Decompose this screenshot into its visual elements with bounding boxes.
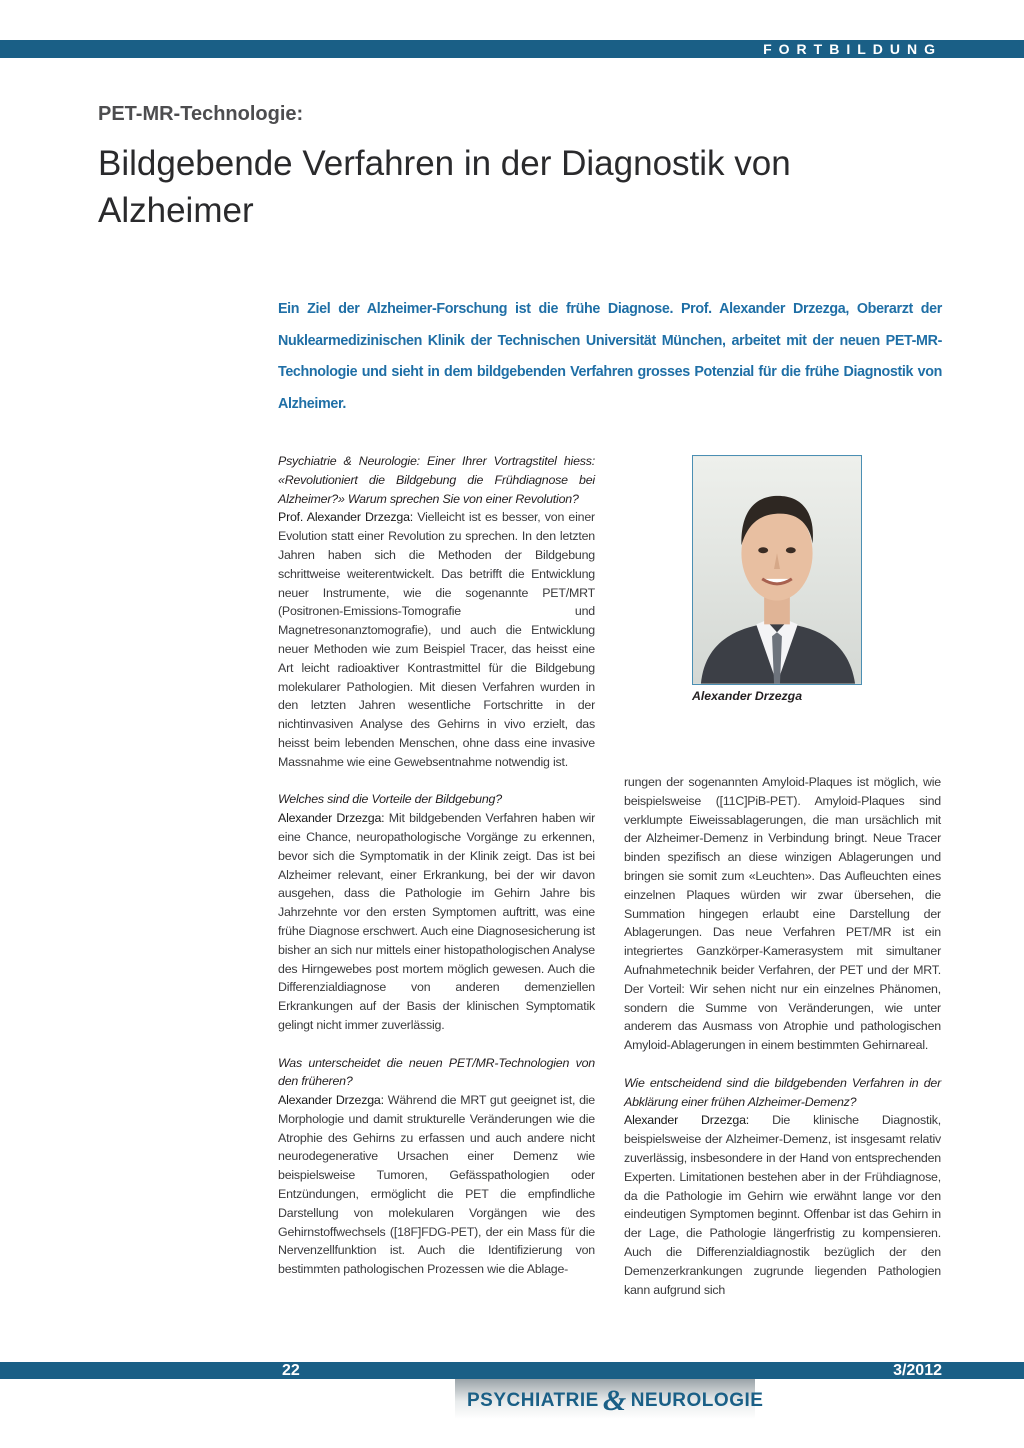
logo-word-neurologie: NEUROLOGIE	[630, 1390, 764, 1411]
article-headline: Bildgebende Verfahren in der Diagnostik von Alzheimer	[98, 144, 791, 230]
page-number: 22	[282, 1362, 300, 1379]
interview-column-left	[278, 452, 595, 1298]
journal-logo	[455, 1379, 764, 1419]
interview-question: Welches sind die Vorteile der Bildgebung?	[278, 792, 502, 807]
interview-answer: Vielleicht ist es besser, von einer Evolution statt einer Revolution zu sprechen. In den letzten Jahren haben sich die Methoden der Bildgebung schrittweise weiterentwickelt. Das betrifft die Entwicklung neuer Instrumente, wie die sogenannte PET/MRT (Positronen-Emissions-Tomografie und Magnetresonanztomografie), und auch die Entwicklung neuer Methoden wie zum Beispiel Tracer, das heisst eine Art leicht radioaktiver Kontrastmittel für die Bildgebung molekularer Pathologien. Mit diesen Verfahren wurden in den letzten Jahren wesentliche Fortschritte in der nichtinvasiven Analyse des Gehirns in vivo erzielt, das heisst beim lebenden Menschen, ohne dass eine invasive Massnahme wie eine Gewebsentnahme notwendig ist.	[278, 510, 595, 769]
logo-text	[467, 1384, 763, 1418]
speaker-name: Alexander Drzezga:	[278, 811, 385, 826]
portrait-illustration	[693, 456, 861, 684]
interview-continuation: rungen der sogenannten Amyloid-Plaques ist möglich, wie beispielsweise ([11C]PiB-PET). Amyloid-Plaques sind verklumpte Eiweissablagerungen, die man ursächlich mit der Alzheimer-Demenz in Verbindung bringt. Neue Tracer binden spezifisch an diese winzigen Ablagerungen und bringen sie somit zum «Leuchten». Das Aufleuchten eines einzelnen Plaques würden wir zwar übersehen, die Summation hingegen erlaubt eine Darstellung der Ablagerungen. Das neue Verfahren PET/MR ist ein integriertes Ganzkörper-Kamerasystem mit simultaner Aufnahmetechnik beider Verfahren, der PET und der MRT. Der Vorteil: Wir sehen nicht nur ein einzelnes Phänomen, sondern die Summe von Veränderungen, wie unter anderem das Ausmass von Atrophie und pathologischen Amyloid-Ablagerungen in einem bestimmten Gehirnareal.	[624, 775, 941, 1053]
speaker-name: Alexander Drzezga:	[624, 1113, 750, 1128]
header-bar	[0, 40, 1024, 58]
interview-question: Was unterscheidet die neuen PET/MR-Technologien von den früheren?	[278, 1055, 595, 1089]
footer-bar	[0, 1362, 1024, 1379]
interview-column-right	[624, 773, 941, 1318]
speaker-name: Prof. Alexander Drzezga:	[278, 510, 414, 525]
logo-word-psychiatrie: PSYCHIATRIE	[467, 1390, 599, 1411]
interview-block	[278, 1054, 595, 1280]
interview-block	[278, 452, 595, 772]
photo-caption: Alexander Drzezga	[692, 689, 803, 703]
interview-block	[278, 790, 595, 1034]
interview-answer: Während die MRT gut geeignet ist, die Morphologie und damit strukturelle Veränderungen wie die Atrophie des Gehirns zu erfassen und auch andere nicht neurodegenerative Ursachen einer Demenz wie beispielsweise Tumoren, Gefässpathologien oder Entzündungen, ermöglicht die PET die empfindliche Darstellung von molekularen Vorgängen wie des Gehirnstoffwechsels ([18F]FDG-PET), der ein Mass für die Nervenzellfunktion ist. Auch die Identifizierung von bestimmten pathologischen Prozessen wie die Ablage-	[278, 1093, 595, 1277]
issue-number: 3/2012	[893, 1362, 942, 1379]
logo-ampersand: &	[602, 1384, 627, 1417]
interview-block	[624, 1074, 941, 1300]
article-kicker: PET-MR-Technologie:	[98, 103, 304, 125]
article-lead: Ein Ziel der Alzheimer-Forschung ist die frühe Diagnose. Prof. Alexander Drzezga, Oberarzt der Nuklearmedizinischen Klinik der Technischen Universität München, arbeitet mit der neuen PET-MR-Technologie und sieht in dem bildgebenden Verfahren grosses Potenzial für die frühe Diagnostik von Alzheimer.	[278, 301, 942, 412]
interview-answer: Mit bildgebenden Verfahren haben wir eine Chance, neuropathologische Vorgänge zu erkennen, bevor sich die Symptomatik in der Klinik zeigt. Das ist bei Alzheimer relevant, einer Erkrankung, bei der wir davon ausgehen, dass die Pathologie im Gehirn Jahre bis Jahrzehnte vor den ersten Symptomen auftritt, was eine frühe Diagnose erschwert. Auch eine Diagnosesicherung ist bisher an sich nur mittels einer histopathologischen Analyse des Hirngewebes post mortem möglich gewesen. Auch die Differenzialdiagnose von anderen demenziellen Erkrankungen auf der Basis der klinischen Symptomatik gelingt nicht immer zuverlässig.	[278, 811, 595, 1032]
section-label: FORTBILDUNG	[763, 41, 942, 57]
speaker-name: Alexander Drzezga:	[278, 1093, 384, 1108]
portrait-photo	[692, 455, 862, 685]
interview-question: Wie entscheidend sind die bildgebenden Verfahren in der Abklärung einer frühen Alzheimer-Demenz?	[624, 1075, 941, 1109]
interview-question: Psychiatrie & Neurologie: Einer Ihrer Vortragstitel hiess: «Revolutioniert die Bildgebung die Frühdiagnose bei Alzheimer?» Warum sprechen Sie von einer Revolution?	[278, 454, 595, 506]
interview-answer: Die klinische Diagnostik, beispielsweise der Alzheimer-Demenz, ist insgesamt relativ zuverlässig, insbesondere in der Hand von entsprechenden Experten. Limitationen bestehen aber in der Frühdiagnose, da die Pathologie im Gehirn wie erwähnt lange vor den eindeutigen Symptomen beginnt. Offenbar ist das Gehirn in der Lage, die Pathologie längerfristig zu kompensieren. Auch die Differenzialdiagnostik bezüglich der den Demenzerkrankungen zugrunde liegenden Pathologien kann aufgrund sich	[624, 1113, 941, 1297]
